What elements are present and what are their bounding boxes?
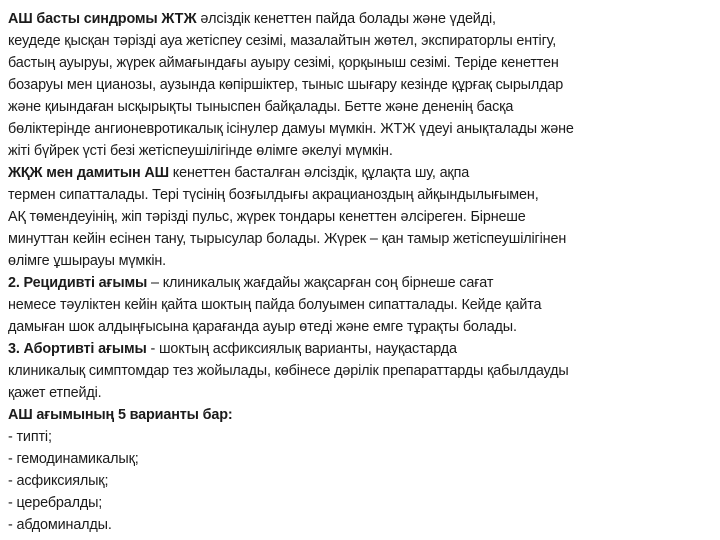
text-line: өлімге ұшырауы мүмкін. (8, 253, 167, 269)
text-line: бастың ауыруы, жүрек аймағындағы ауыру сезімі, қорқыныш сезімі. Теріде кенеттен (8, 55, 559, 71)
body-text: – клиникалық жағдайы жақсарған соң бірнеше сағат (147, 275, 494, 291)
text-line: бөліктерінде ангионевротикалық ісінулер дамуы мүмкін. ЖТЖ үдеуі анықталады және (8, 121, 574, 137)
text-line (8, 8, 710, 30)
variant-list-item: - типті; (8, 429, 52, 445)
bold-lead-text: ЖҚЖ мен дамитын АШ (8, 165, 169, 181)
variant-list-item: - церебралды; (8, 495, 103, 511)
text-line: клиникалық симптомдар тез жойылады, көбінесе дәрілік препараттарды қабылдауды (8, 363, 569, 379)
variant-list-item: - асфиксиялық; (8, 473, 109, 489)
variant-list-item: - гемодинамикалық; (8, 451, 139, 467)
body-text: кенеттен басталған әлсіздік, құлақта шу, ақпа (168, 165, 470, 181)
body-text: - шоктың асфиксиялық варианты, науқастарда (146, 341, 457, 357)
text-line: дамыған шок алдыңғысына қарағанда ауыр өтеді және емге тұрақты болады. (8, 319, 517, 335)
text-line (8, 162, 710, 184)
variant-list-item: - абдоминалды. (8, 517, 112, 533)
body-text: әлсіздік кенеттен пайда болады және үдейді, (196, 11, 496, 27)
text-line (8, 272, 710, 294)
text-line: термен сипатталады. Тері түсінің бозғылдығы акрацианоздың айқындылығымен, (8, 187, 539, 203)
text-line: жіті бүйрек үсті безі жетіспеушілігінде өлімге әкелуі мүмкін. (8, 143, 393, 159)
bold-lead-text: 2. Рецидивті ағымы (8, 275, 148, 291)
text-line: минуттан кейін есінен тану, тырысулар болады. Жүрек – қан тамыр жетіспеушілігінен (8, 231, 567, 247)
text-line: және қиындаған ысқырықты тыныспен байқалады. Бетте және дененің басқа (8, 99, 514, 115)
text-line: қажет етпейді. (8, 385, 102, 401)
text-line (8, 338, 710, 360)
bold-lead-text: АШ басты синдромы ЖТЖ (8, 11, 197, 27)
text-line: кеудеде қысқан тәрізді ауа жетіспеу сезімі, мазалайтын жөтел, экспираторлы ентігу, (8, 33, 557, 49)
text-line: АҚ төмендеуінің, жіп тәрізді пульс, жүрек тондары кенеттен әлсіреген. Бірнеше (8, 209, 526, 225)
variants-heading: АШ ағымының 5 варианты бар: (8, 407, 233, 423)
bold-lead-text: 3. Абортивті ағымы (8, 341, 147, 357)
text-line: немесе тәуліктен кейін қайта шоктың пайда болуымен сипатталады. Кейде қайта (8, 297, 542, 313)
text-line: бозаруы мен цианозы, аузында көпіршіктер, тыныс шығару кезінде құрғақ сырылдар (8, 77, 564, 93)
